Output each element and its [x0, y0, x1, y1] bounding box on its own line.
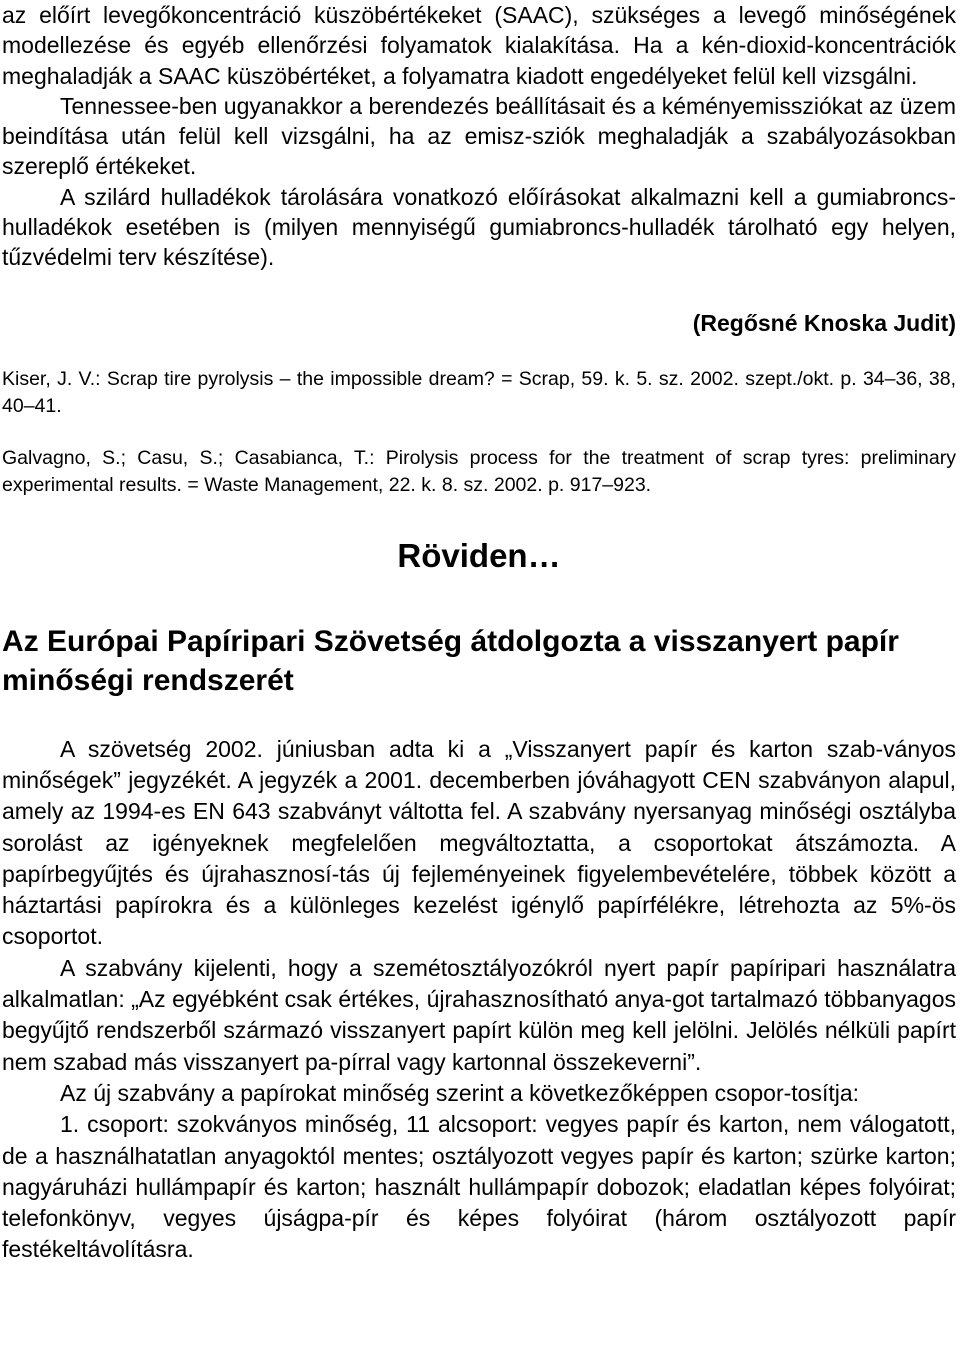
intro-paragraph-1: az előírt levegőkoncentráció küszöbértékeket (SAAC), szükséges a levegő minőségének modellezése és egyéb ellenőrzési folyamatok kialakítása. Ha a kén-dioxid-koncentrációk meghaladják a SAAC küszöbértéket, a folyamatra kiadott engedélyeket felül kell vizsgálni. [2, 2, 956, 89]
body-paragraph-1: A szövetség 2002. júniusban adta ki a „Visszanyert papír és karton szab-ványos minőségek” jegyzékét. A jegyzék a 2001. decemberben jóváhagyott CEN szabványon alapul, amely az 1994-es EN 643 szabványt váltotta fel. A szabvány nyersanyag minőségi osztályba sorolást az igényeknek megfelelően megváltoztatta, a csoportokat átszámozta. A papírbegyűjtés és újrahasznosí-tás új fejleményeinek figyelembevételére, többek között a háztartási papírokra és a különleges kezelést igénylő papírfélékre, létrehozta az 5%-ös csoportot. [2, 735, 956, 950]
reference-2: Galvagno, S.; Casu, S.; Casabianca, T.: Pirolysis process for the treatment of scrap tyres: preliminary experimental results. = Waste Management, 22. k. 8. sz. 2002. p. 917–923. [2, 446, 956, 496]
author-signature: (Regősné Knoska Judit) [692, 309, 956, 336]
body-paragraph-2: A szabvány kijelenti, hogy a szemétosztályozókról nyert papír papíripari használatra alkalmatlan: „Az egyébként csak értékes, újrahasznosítható anya-got tartalmazó többanyagos begyűjtő rendszerből származó visszanyert papírt külön meg kell jelölni. Jelölés nélküli papírt nem szabad más visszanyert pa-pírral vagy kartonnal összekeverni”. [2, 954, 956, 1075]
body-paragraph-4: 1. csoport: szokványos minőség, 11 alcsoport: vegyes papír és karton, nem válogatott, de a használhatatlan anyagoktól mentes; osztályozott vegyes papír és karton; szürke karton; nagyáruházi hullámpapír és karton; használt hullámpapír dobozok; eladatlan képes folyóirat; telefonkönyv, vegyes újságpa-pír és képes folyóirat (három osztályozott papír festékeltávolításra. [2, 1111, 956, 1263]
intro-paragraph-3: A szilárd hulladékok tárolására vonatkozó előírásokat alkalmazni kell a gumiabroncs-hulladékok esetében is (milyen mennyiségű gumiabroncs-hulladék tárolható egy helyen, tűzvédelmi terv készítése). [2, 183, 956, 271]
body-paragraph-3: Az új szabvány a papírokat minőség szerint a következőképpen csopor-tosítja: [60, 1079, 860, 1106]
intro-paragraph-2: Tennessee-ben ugyanakkor a berendezés beállításait és a kéményemissziókat az üzem beindítása után felül kell vizsgálni, ha az emisz-sziók meghaladják a szabályozásokban szereplő értékeket. [2, 92, 956, 180]
article-body [2, 734, 956, 1266]
reference-1: Kiser, J. V.: Scrap tire pyrolysis – the impossible dream? = Scrap, 59. k. 5. sz. 2002. szept./okt. p. 34–36, 38, 40–41. [2, 367, 956, 417]
article-headline: Az Európai Papíripari Szövetség átdolgozta a visszanyert papír minőségi rendszerét [2, 624, 899, 697]
section-title: Röviden… [397, 536, 561, 574]
